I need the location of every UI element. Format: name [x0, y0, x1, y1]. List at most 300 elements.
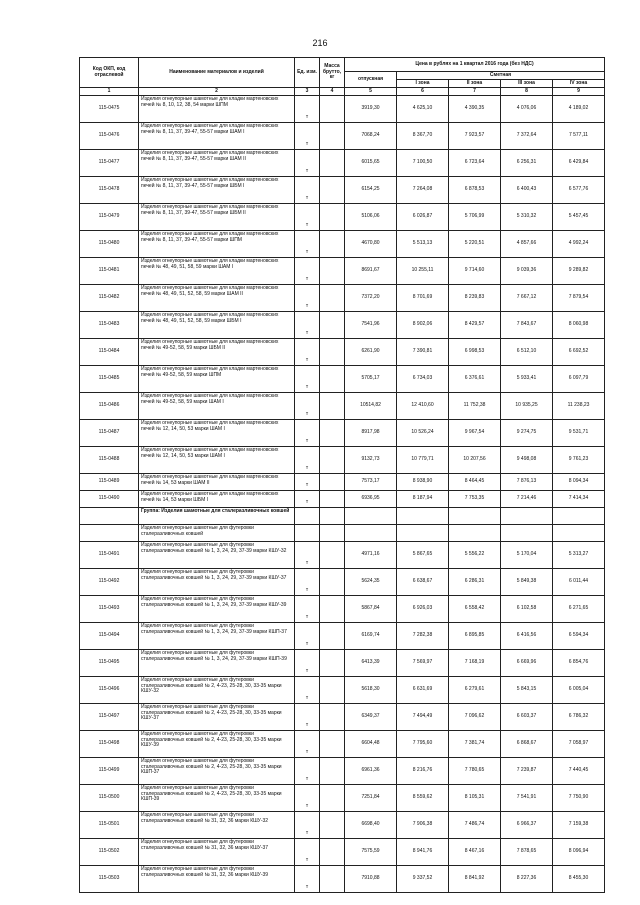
cell-price-otpusk: 6961,36 [345, 758, 397, 785]
cell-price-zone1: 7 569,97 [397, 650, 449, 677]
table-row [80, 258, 605, 285]
cell-price-zone1: 4 625,10 [397, 96, 449, 123]
cell-price-zone1: 9 337,52 [397, 866, 449, 893]
header-zone4: IV зона [553, 80, 605, 88]
cell-mass [320, 339, 345, 366]
cell-price-zone1: 6 631,69 [397, 677, 449, 704]
cell-name: Изделия огнеупорные шамотные для футеровки сталеразливочных ковшей № 31, 32, 36 марки КШУ-39 [139, 866, 295, 893]
cell-price-zone1 [397, 508, 449, 525]
cell-price-zone3: 6 868,67 [501, 731, 553, 758]
table-row [80, 312, 605, 339]
cell-price-otpusk: 5705,17 [345, 366, 397, 393]
cell-price-zone1 [397, 525, 449, 542]
cell-price-zone2: 6 895,85 [449, 623, 501, 650]
cell-code: 115-0491 [80, 542, 139, 569]
cell-mass [320, 150, 345, 177]
cell-price-zone2: 9 714,60 [449, 258, 501, 285]
header-zone1: I зона [397, 80, 449, 88]
cell-price-zone4: 6 011,44 [553, 569, 605, 596]
cell-price-zone4 [553, 508, 605, 525]
cell-price-zone3: 7 372,64 [501, 123, 553, 150]
cell-price-zone2: 8 841,92 [449, 866, 501, 893]
cell-price-zone4: 8 096,94 [553, 839, 605, 866]
cell-price-zone3: 6 102,58 [501, 596, 553, 623]
cell-price-zone1: 8 941,76 [397, 839, 449, 866]
cell-unit: т [295, 420, 320, 447]
cell-price-zone1: 8 367,70 [397, 123, 449, 150]
page-number: 216 [312, 38, 328, 48]
cell-price-zone1: 10 779,71 [397, 447, 449, 474]
cell-code: 115-0503 [80, 866, 139, 893]
cell-price-zone1: 5 867,65 [397, 542, 449, 569]
table-row [80, 596, 605, 623]
cell-mass [320, 508, 345, 525]
cell-price-zone1: 5 513,13 [397, 231, 449, 258]
cell-code: 115-0497 [80, 704, 139, 731]
cell-price-zone2: 5 706,99 [449, 204, 501, 231]
table-row [80, 123, 605, 150]
cell-price-zone4: 8 060,98 [553, 312, 605, 339]
cell-name: Изделия огнеупорные шамотные для футеровки сталеразливочных ковшей № 2, 4-23, 25-28, 30, 33-35 марки КШУ-32 [139, 677, 295, 704]
cell-price-zone2: 7 753,35 [449, 491, 501, 508]
table-row [80, 812, 605, 839]
header-price-group: Цена в рублях на 1 квартал 2016 года (без НДС) [345, 58, 605, 72]
cell-code: 115-0482 [80, 285, 139, 312]
table-row [80, 420, 605, 447]
cell-price-zone3: 9 274,75 [501, 420, 553, 447]
cell-name: Изделия огнеупорные шамотные для футеровки сталеразливочных ковшей № 2, 4-23, 25-28, 30, 33-35 марки КШУ-37 [139, 704, 295, 731]
cell-price-zone3: 4 857,66 [501, 231, 553, 258]
cell-name: Изделия огнеупорные шамотные для кладки мартеновских печей № 8, 11, 37, 39-47, 55-57 марки ШБМ II [139, 204, 295, 231]
table-row [80, 393, 605, 420]
cell-unit: т [295, 312, 320, 339]
cell-code [80, 508, 139, 525]
cell-price-otpusk: 5106,06 [345, 204, 397, 231]
cell-price-otpusk: 4670,80 [345, 231, 397, 258]
cell-price-zone4: 11 238,23 [553, 393, 605, 420]
cell-code: 115-0480 [80, 231, 139, 258]
cell-code: 115-0486 [80, 393, 139, 420]
cell-mass [320, 447, 345, 474]
col-index-5: 5 [345, 88, 397, 96]
cell-code: 115-0479 [80, 204, 139, 231]
cell-mass [320, 704, 345, 731]
cell-name: Изделия огнеупорные шамотные для футеровки сталеразливочных ковшей [139, 525, 295, 542]
cell-price-zone2: 7 780,65 [449, 758, 501, 785]
cell-price-zone1: 7 795,60 [397, 731, 449, 758]
cell-price-zone1: 7 494,49 [397, 704, 449, 731]
cell-mass [320, 785, 345, 812]
cell-code: 115-0492 [80, 569, 139, 596]
cell-unit: т [295, 123, 320, 150]
cell-name: Изделия огнеупорные шамотные для кладки мартеновских печей № 8, 11, 37, 39-47, 55-57 марки ШБМ I [139, 177, 295, 204]
cell-name: Изделия огнеупорные шамотные для футеровки сталеразливочных ковшей № 1, 3, 24, 29, 37-39 марки КШУ-32 [139, 542, 295, 569]
table-row [80, 731, 605, 758]
cell-unit: т [295, 704, 320, 731]
table-row [80, 285, 605, 312]
cell-mass [320, 542, 345, 569]
cell-mass [320, 731, 345, 758]
cell-unit: т [295, 231, 320, 258]
col-index-6: 6 [397, 88, 449, 96]
cell-price-zone4: 9 289,82 [553, 258, 605, 285]
cell-price-zone3: 8 227,36 [501, 866, 553, 893]
cell-unit: т [295, 285, 320, 312]
cell-price-zone3: 7 541,91 [501, 785, 553, 812]
cell-price-zone4: 6 786,32 [553, 704, 605, 731]
cell-code: 115-0501 [80, 812, 139, 839]
cell-unit: т [295, 393, 320, 420]
cell-price-otpusk [345, 508, 397, 525]
cell-unit: т [295, 366, 320, 393]
table-row [80, 491, 605, 508]
cell-price-zone2: 6 998,53 [449, 339, 501, 366]
table-row [80, 231, 605, 258]
table-row [80, 866, 605, 893]
cell-unit: т [295, 758, 320, 785]
cell-price-zone2: 4 390,35 [449, 96, 501, 123]
table-row [80, 339, 605, 366]
cell-mass [320, 650, 345, 677]
cell-code: 115-0490 [80, 491, 139, 508]
cell-price-otpusk: 7573,17 [345, 474, 397, 491]
cell-code: 115-0489 [80, 474, 139, 491]
cell-name: Изделия огнеупорные шамотные для кладки мартеновских печей № 12, 14, 50, 53 марки ШАМ I [139, 420, 295, 447]
table-row [80, 474, 605, 491]
cell-code: 115-0478 [80, 177, 139, 204]
cell-price-otpusk: 6936,95 [345, 491, 397, 508]
cell-price-zone4: 9 531,71 [553, 420, 605, 447]
cell-price-otpusk: 7372,20 [345, 285, 397, 312]
cell-mass [320, 525, 345, 542]
cell-price-zone3: 6 400,43 [501, 177, 553, 204]
cell-price-zone1: 10 526,24 [397, 420, 449, 447]
cell-name: Изделия огнеупорные шамотные для кладки мартеновских печей № 8, 11, 37, 39-47, 55-57 марки ШАМ II [139, 150, 295, 177]
table-row [80, 569, 605, 596]
cell-price-otpusk: 6261,90 [345, 339, 397, 366]
col-index-7: 7 [449, 88, 501, 96]
cell-price-zone2: 8 239,83 [449, 285, 501, 312]
col-index-3: 3 [295, 88, 320, 96]
cell-mass [320, 596, 345, 623]
table-row [80, 758, 605, 785]
cell-price-zone4: 7 058,97 [553, 731, 605, 758]
col-index-9: 9 [553, 88, 605, 96]
cell-price-zone3: 6 603,37 [501, 704, 553, 731]
cell-price-zone4: 6 005,04 [553, 677, 605, 704]
table-row [80, 785, 605, 812]
cell-unit: т [295, 96, 320, 123]
cell-unit: т [295, 623, 320, 650]
table-row [80, 525, 605, 542]
cell-price-zone2: 7 096,62 [449, 704, 501, 731]
cell-price-zone1: 8 187,94 [397, 491, 449, 508]
cell-unit [295, 525, 320, 542]
cell-price-zone2: 7 486,74 [449, 812, 501, 839]
cell-price-otpusk: 7068,24 [345, 123, 397, 150]
cell-unit: т [295, 731, 320, 758]
cell-price-zone2: 7 923,57 [449, 123, 501, 150]
cell-code: 115-0493 [80, 596, 139, 623]
cell-price-zone1: 7 282,38 [397, 623, 449, 650]
cell-price-zone2: 8 105,31 [449, 785, 501, 812]
cell-unit: т [295, 866, 320, 893]
cell-mass [320, 569, 345, 596]
table-row [80, 204, 605, 231]
cell-price-zone3: 7 214,46 [501, 491, 553, 508]
cell-price-zone2: 6 286,31 [449, 569, 501, 596]
cell-price-zone2: 9 967,54 [449, 420, 501, 447]
cell-name: Изделия огнеупорные шамотные для кладки мартеновских печей № 8, 10, 12, 38, 54 марки ШПМ [139, 96, 295, 123]
cell-mass [320, 204, 345, 231]
header-zone3: III зона [501, 80, 553, 88]
cell-price-zone4: 6 271,65 [553, 596, 605, 623]
cell-unit: т [295, 339, 320, 366]
cell-price-zone4 [553, 525, 605, 542]
cell-name: Изделия огнеупорные шамотные для кладки мартеновских печей № 48, 49, 51, 58, 59 марки ШАМ I [139, 258, 295, 285]
cell-price-zone2: 5 556,22 [449, 542, 501, 569]
cell-mass [320, 812, 345, 839]
cell-name: Изделия огнеупорные шамотные для кладки мартеновских печей № 49-52, 58, 59 марки ШПМ [139, 366, 295, 393]
cell-price-zone1: 8 938,90 [397, 474, 449, 491]
cell-price-zone3: 6 416,56 [501, 623, 553, 650]
cell-code: 115-0475 [80, 96, 139, 123]
cell-price-otpusk: 10514,82 [345, 393, 397, 420]
cell-mass [320, 677, 345, 704]
cell-price-zone2: 11 752,38 [449, 393, 501, 420]
cell-price-zone3: 7 239,87 [501, 758, 553, 785]
cell-price-zone3: 5 170,04 [501, 542, 553, 569]
cell-unit: т [295, 812, 320, 839]
cell-price-zone3: 5 310,32 [501, 204, 553, 231]
cell-price-zone2: 7 381,74 [449, 731, 501, 758]
cell-code: 115-0485 [80, 366, 139, 393]
cell-price-zone4: 6 594,34 [553, 623, 605, 650]
cell-name: Изделия огнеупорные шамотные для футеровки сталеразливочных ковшей № 2, 4-23, 25-28, 30, 33-35 марки КШП-39 [139, 785, 295, 812]
table-row [80, 623, 605, 650]
cell-price-zone2: 8 429,57 [449, 312, 501, 339]
cell-price-zone3: 10 935,25 [501, 393, 553, 420]
cell-price-zone4: 6 577,76 [553, 177, 605, 204]
cell-mass [320, 623, 345, 650]
cell-code [80, 525, 139, 542]
cell-name: Изделия огнеупорные шамотные для кладки мартеновских печей № 49-52, 58, 59 марки ШАМ I [139, 393, 295, 420]
cell-price-zone3: 7 843,67 [501, 312, 553, 339]
cell-price-zone4: 7 750,90 [553, 785, 605, 812]
cell-price-otpusk: 6169,74 [345, 623, 397, 650]
cell-unit: т [295, 650, 320, 677]
cell-name: Изделия огнеупорные шамотные для кладки мартеновских печей № 14, 53 марки ШБМ I [139, 491, 295, 508]
cell-name: Изделия огнеупорные шамотные для кладки мартеновских печей № 12, 14, 50, 53 марки ШАМ I [139, 447, 295, 474]
cell-mass [320, 491, 345, 508]
cell-code: 115-0502 [80, 839, 139, 866]
cell-price-zone4: 6 097,79 [553, 366, 605, 393]
cell-price-zone3: 6 512,10 [501, 339, 553, 366]
cell-code: 115-0477 [80, 150, 139, 177]
cell-name: Изделия огнеупорные шамотные для кладки мартеновских печей № 8, 11, 37, 39-47, 55-57 марки ШПМ [139, 231, 295, 258]
cell-price-zone4: 5 457,45 [553, 204, 605, 231]
cell-price-zone3: 5 849,38 [501, 569, 553, 596]
cell-price-otpusk: 6698,40 [345, 812, 397, 839]
cell-mass [320, 231, 345, 258]
cell-mass [320, 420, 345, 447]
cell-price-otpusk: 8917,98 [345, 420, 397, 447]
cell-price-otpusk: 7575,59 [345, 839, 397, 866]
cell-price-zone1: 8 902,06 [397, 312, 449, 339]
cell-name: Изделия огнеупорные шамотные для кладки мартеновских печей № 49-52, 58, 59 марки ШБМ II [139, 339, 295, 366]
cell-price-otpusk: 6604,48 [345, 731, 397, 758]
cell-price-zone4: 8 094,34 [553, 474, 605, 491]
cell-price-zone3: 6 966,37 [501, 812, 553, 839]
cell-name: Изделия огнеупорные шамотные для футеровки сталеразливочных ковшей № 1, 3, 24, 29, 37-39 марки КШУ-39 [139, 596, 295, 623]
cell-code: 115-0476 [80, 123, 139, 150]
header-name: Наименование материалов и изделий [139, 58, 295, 88]
cell-price-zone4: 7 159,38 [553, 812, 605, 839]
cell-price-zone2: 6 878,53 [449, 177, 501, 204]
table-row [80, 96, 605, 123]
cell-name: Группа: Изделия шамотные для сталеразливочных ковшей [139, 508, 295, 525]
cell-name: Изделия огнеупорные шамотные для кладки мартеновских печей № 48, 49, 51, 52, 58, 59 марки ШАМ II [139, 285, 295, 312]
cell-price-otpusk: 4971,16 [345, 542, 397, 569]
header-mass: Масса брутто, кг [320, 58, 345, 88]
cell-unit: т [295, 204, 320, 231]
cell-price-zone4: 6 854,76 [553, 650, 605, 677]
cell-price-zone1: 6 638,67 [397, 569, 449, 596]
cell-name: Изделия огнеупорные шамотные для футеровки сталеразливочных ковшей № 2, 4-23, 25-28, 30, 33-35 марки КШУ-39 [139, 731, 295, 758]
cell-price-zone4: 5 313,27 [553, 542, 605, 569]
cell-price-otpusk: 7251,84 [345, 785, 397, 812]
cell-unit: т [295, 785, 320, 812]
cell-price-zone1: 8 701,69 [397, 285, 449, 312]
cell-unit: т [295, 491, 320, 508]
cell-code: 115-0500 [80, 785, 139, 812]
cell-price-zone2: 6 558,42 [449, 596, 501, 623]
cell-code: 115-0498 [80, 731, 139, 758]
cell-price-zone1: 7 264,08 [397, 177, 449, 204]
cell-price-zone2: 7 168,19 [449, 650, 501, 677]
cell-price-zone2: 8 464,45 [449, 474, 501, 491]
col-index-2: 2 [139, 88, 295, 96]
cell-unit: т [295, 177, 320, 204]
cell-mass [320, 866, 345, 893]
cell-mass [320, 474, 345, 491]
cell-unit: т [295, 839, 320, 866]
cell-unit: т [295, 569, 320, 596]
table-row [80, 650, 605, 677]
cell-price-otpusk: 3919,30 [345, 96, 397, 123]
cell-mass [320, 96, 345, 123]
cell-price-zone3: 6 256,31 [501, 150, 553, 177]
cell-price-zone3: 7 876,13 [501, 474, 553, 491]
cell-code: 115-0488 [80, 447, 139, 474]
cell-unit: т [295, 542, 320, 569]
cell-price-zone4: 6 692,52 [553, 339, 605, 366]
cell-price-zone1: 7 906,38 [397, 812, 449, 839]
cell-mass [320, 177, 345, 204]
cell-price-otpusk: 5867,84 [345, 596, 397, 623]
cell-price-zone4: 8 455,30 [553, 866, 605, 893]
cell-price-zone3 [501, 508, 553, 525]
cell-price-zone2: 6 279,61 [449, 677, 501, 704]
cell-mass [320, 312, 345, 339]
cell-name: Изделия огнеупорные шамотные для футеровки сталеразливочных ковшей № 1, 3, 24, 29, 37-39 марки КШП-37 [139, 623, 295, 650]
cell-unit: т [295, 596, 320, 623]
cell-price-zone3: 7 878,65 [501, 839, 553, 866]
cell-price-otpusk: 6015,65 [345, 150, 397, 177]
cell-name: Изделия огнеупорные шамотные для футеровки сталеразливочных ковшей № 31, 32, 36 марки КШУ-37 [139, 839, 295, 866]
cell-price-zone4: 6 429,84 [553, 150, 605, 177]
cell-price-zone2: 8 467,16 [449, 839, 501, 866]
cell-price-zone3: 9 498,08 [501, 447, 553, 474]
cell-unit: т [295, 258, 320, 285]
cell-price-zone3: 6 669,96 [501, 650, 553, 677]
table-row [80, 150, 605, 177]
table-row [80, 177, 605, 204]
table-row [80, 839, 605, 866]
cell-price-zone2: 6 723,64 [449, 150, 501, 177]
col-index-8: 8 [501, 88, 553, 96]
cell-price-zone3: 7 667,12 [501, 285, 553, 312]
cell-name: Изделия огнеупорные шамотные для кладки мартеновских печей № 8, 11, 37, 39-47, 55-57 марки ШАМ I [139, 123, 295, 150]
cell-price-zone4: 4 189,02 [553, 96, 605, 123]
cell-name: Изделия огнеупорные шамотные для футеровки сталеразливочных ковшей № 31, 32, 36 марки КШУ-32 [139, 812, 295, 839]
cell-price-zone3: 5 933,41 [501, 366, 553, 393]
cell-price-zone2: 5 220,51 [449, 231, 501, 258]
cell-code: 115-0483 [80, 312, 139, 339]
header-okp: Код ОКП, код отраслевой [80, 58, 139, 88]
header-smetnaya: Сметная [397, 72, 605, 80]
cell-price-zone1: 7 100,50 [397, 150, 449, 177]
cell-name: Изделия огнеупорные шамотные для футеровки сталеразливочных ковшей № 1, 3, 24, 29, 37-39 марки КШП-39 [139, 650, 295, 677]
cell-price-zone1: 12 410,60 [397, 393, 449, 420]
cell-mass [320, 758, 345, 785]
cell-price-zone1: 6 026,87 [397, 204, 449, 231]
table-row [80, 366, 605, 393]
cell-unit: т [295, 447, 320, 474]
cell-price-zone4: 7 440,45 [553, 758, 605, 785]
cell-name: Изделия огнеупорные шамотные для футеровки сталеразливочных ковшей № 2, 4-23, 25-28, 30, 33-35 марки КШП-37 [139, 758, 295, 785]
cell-code: 115-0484 [80, 339, 139, 366]
cell-price-otpusk: 5624,35 [345, 569, 397, 596]
cell-price-otpusk: 6349,37 [345, 704, 397, 731]
cell-price-otpusk: 6413,39 [345, 650, 397, 677]
cell-unit: т [295, 474, 320, 491]
table-row [80, 704, 605, 731]
cell-price-otpusk: 8691,67 [345, 258, 397, 285]
cell-price-zone2: 6 376,61 [449, 366, 501, 393]
cell-price-zone1: 10 255,11 [397, 258, 449, 285]
cell-unit [295, 508, 320, 525]
col-index-4: 4 [320, 88, 345, 96]
cell-price-zone3: 4 076,06 [501, 96, 553, 123]
cell-price-zone2: 10 207,56 [449, 447, 501, 474]
col-index-1: 1 [80, 88, 139, 96]
cell-mass [320, 123, 345, 150]
cell-price-otpusk: 5618,30 [345, 677, 397, 704]
cell-mass [320, 258, 345, 285]
cell-mass [320, 285, 345, 312]
cell-price-zone1: 8 216,76 [397, 758, 449, 785]
table-row [80, 677, 605, 704]
cell-price-zone4: 7 414,34 [553, 491, 605, 508]
cell-code: 115-0495 [80, 650, 139, 677]
price-table [79, 57, 605, 893]
cell-code: 115-0499 [80, 758, 139, 785]
cell-price-zone4: 4 992,24 [553, 231, 605, 258]
cell-price-otpusk: 9132,73 [345, 447, 397, 474]
cell-price-zone1: 7 390,81 [397, 339, 449, 366]
cell-price-zone4: 7 577,11 [553, 123, 605, 150]
